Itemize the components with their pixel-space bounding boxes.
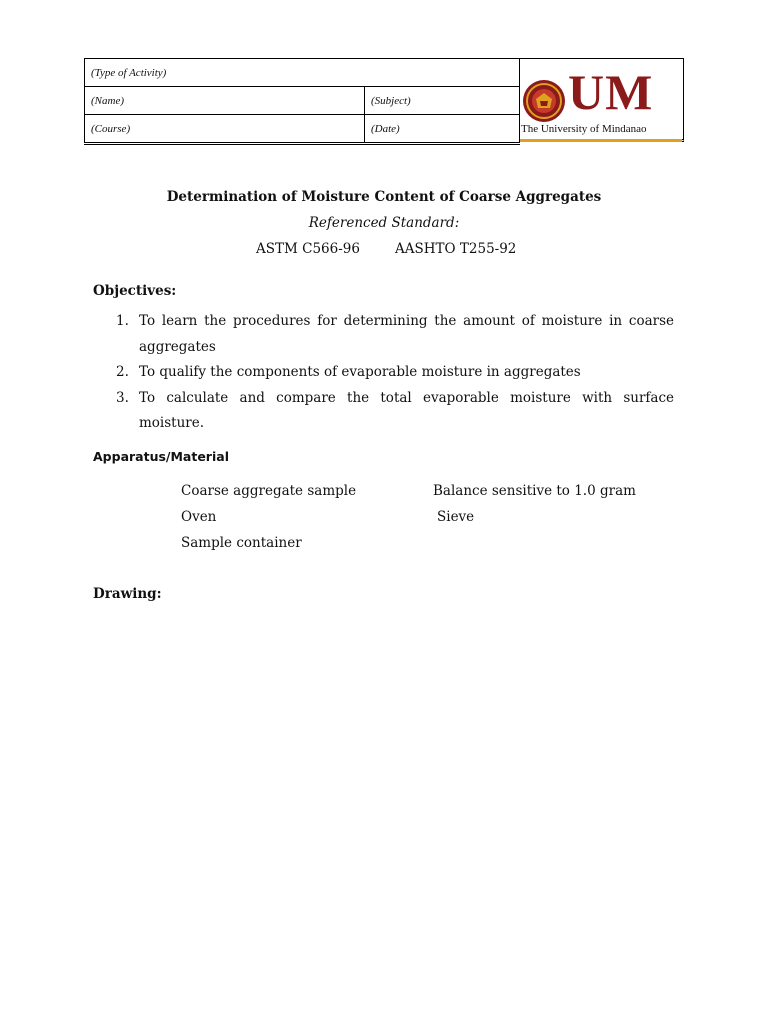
apparatus-item: Sieve xyxy=(437,509,475,525)
list-number: 1. xyxy=(116,313,129,329)
objective-text: To learn the procedures for determining the amount of moisture in coarse aggregates xyxy=(139,313,674,355)
logo-accent-bar xyxy=(520,139,682,142)
apparatus-item: Balance sensitive to 1.0 gram xyxy=(433,483,636,499)
document-title: Determination of Moisture Content of Coarse Aggregates xyxy=(166,189,602,205)
logo-subtitle: The University of Mindanao xyxy=(521,123,647,135)
objective-text: To calculate and compare the total evaporable moisture with surface moisture. xyxy=(139,389,674,431)
drawing-heading: Drawing: xyxy=(93,586,162,602)
list-item xyxy=(93,360,674,386)
standard-astm: ASTM C566-96 xyxy=(256,241,360,257)
logo-wordmark: UM xyxy=(568,64,654,120)
university-logo xyxy=(520,58,684,142)
objectives-list xyxy=(93,309,674,437)
list-item xyxy=(93,386,674,437)
apparatus-heading: Apparatus/Material xyxy=(93,449,229,464)
objectives-heading: Objectives: xyxy=(93,283,177,299)
list-number: 2. xyxy=(116,364,129,380)
list-number: 3. xyxy=(116,389,129,406)
name-field[interactable]: (Name) xyxy=(85,87,365,115)
list-item xyxy=(93,309,674,360)
date-field[interactable]: (Date) xyxy=(365,115,520,144)
header-form-table xyxy=(84,58,520,145)
university-seal-icon xyxy=(522,79,566,123)
objective-text: To qualify the components of evaporable moisture in aggregates xyxy=(139,364,581,380)
subject-field[interactable]: (Subject) xyxy=(365,87,520,115)
referenced-standard-label: Referenced Standard: xyxy=(308,215,460,231)
apparatus-item: Coarse aggregate sample xyxy=(181,483,357,499)
standard-aashto: AASHTO T255-92 xyxy=(395,241,517,257)
activity-field[interactable]: (Type of Activity) xyxy=(85,59,520,87)
apparatus-item: Oven xyxy=(181,509,217,525)
course-field[interactable]: (Course) xyxy=(85,115,365,144)
apparatus-item: Sample container xyxy=(181,535,302,551)
